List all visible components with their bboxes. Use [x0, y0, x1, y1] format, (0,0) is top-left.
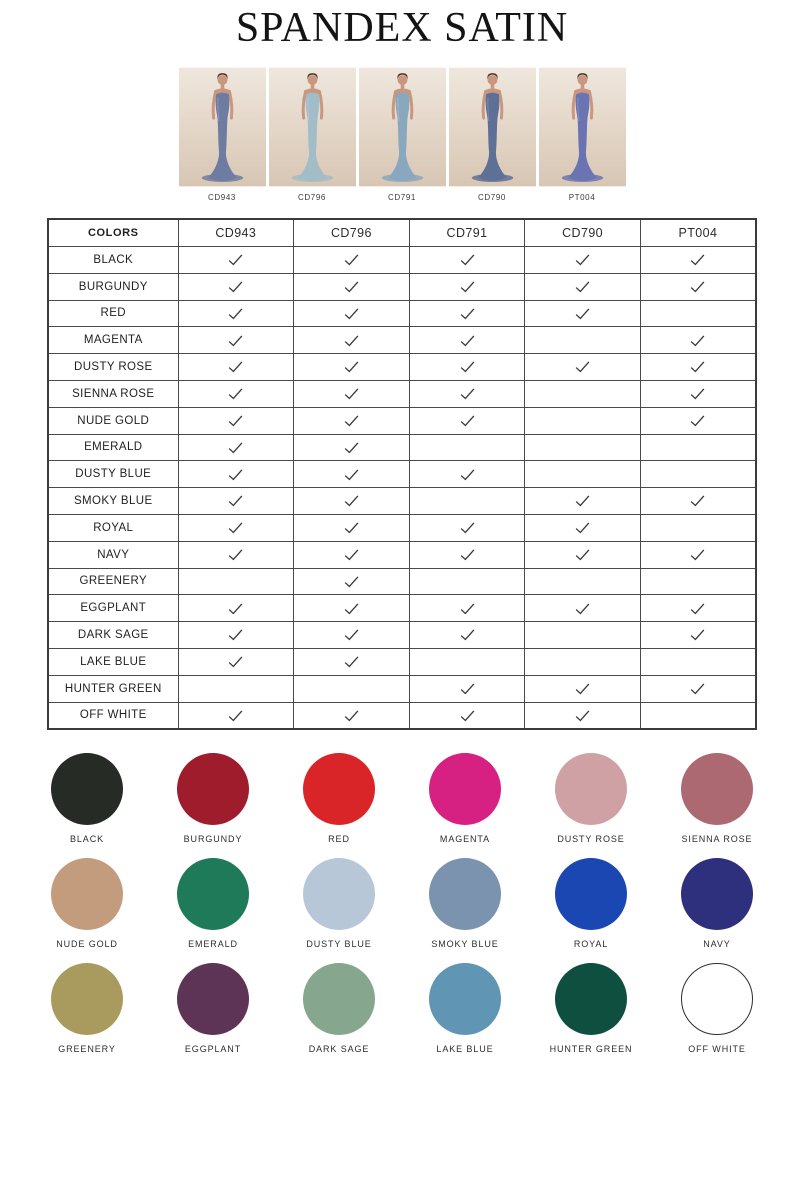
availability-cell-empty [294, 675, 410, 702]
color-name-cell: EMERALD [48, 434, 178, 461]
swatch-circle-dusty-rose [555, 753, 627, 825]
availability-cell-checked [409, 622, 525, 649]
availability-cell-empty [525, 461, 641, 488]
table-row-dark-sage [48, 622, 756, 649]
swatch-label: EMERALD [188, 939, 238, 950]
availability-cell-checked [640, 675, 756, 702]
availability-cell-empty [525, 568, 641, 595]
swatch-label: NAVY [703, 939, 731, 950]
check-icon [459, 519, 476, 536]
check-icon [459, 706, 476, 723]
availability-cell-checked [294, 622, 410, 649]
product-card-cd796 [269, 67, 356, 202]
check-icon [459, 251, 476, 268]
availability-cell-checked [640, 327, 756, 354]
check-icon [689, 546, 706, 563]
swatch-cell-dusty-rose [528, 753, 654, 850]
check-icon [689, 331, 706, 348]
product-strip [0, 67, 804, 202]
check-icon [574, 251, 591, 268]
swatch-circle-lake-blue [429, 963, 501, 1035]
swatch-cell-smoky-blue [402, 858, 528, 955]
table-header-row [48, 219, 756, 246]
availability-cell-empty [525, 622, 641, 649]
swatch-label: BURGUNDY [183, 834, 243, 845]
availability-cell-checked [178, 648, 294, 675]
check-icon [343, 706, 360, 723]
swatch-cell-red [276, 753, 402, 850]
swatch-circle-nude-gold [51, 858, 123, 930]
table-row-emerald [48, 434, 756, 461]
availability-cell-empty [640, 568, 756, 595]
availability-cell-checked [409, 541, 525, 568]
check-icon [459, 358, 476, 375]
availability-cell-checked [294, 541, 410, 568]
check-icon [574, 358, 591, 375]
swatch-cell-hunter-green [528, 963, 654, 1060]
swatch-circle-off-white [681, 963, 753, 1035]
table-row-off-white [48, 702, 756, 729]
color-name-cell: BURGUNDY [48, 273, 178, 300]
availability-cell-checked [409, 675, 525, 702]
color-name-cell: DUSTY BLUE [48, 461, 178, 488]
check-icon [689, 680, 706, 697]
availability-cell-checked [294, 595, 410, 622]
table-row-smoky-blue [48, 488, 756, 515]
check-icon [227, 251, 244, 268]
availability-cell-checked [640, 380, 756, 407]
check-icon [343, 492, 360, 509]
check-icon [227, 304, 244, 321]
availability-cell-empty [178, 568, 294, 595]
check-icon [227, 278, 244, 295]
check-icon [227, 465, 244, 482]
swatch-cell-magenta [402, 753, 528, 850]
color-name-cell: MAGENTA [48, 327, 178, 354]
availability-cell-empty [409, 568, 525, 595]
availability-cell-checked [294, 461, 410, 488]
product-code-label: CD790 [478, 193, 506, 203]
check-icon [227, 546, 244, 563]
availability-cell-checked [640, 246, 756, 273]
color-name-cell: NAVY [48, 541, 178, 568]
swatch-label: GREENERY [58, 1044, 116, 1055]
swatch-cell-lake-blue [402, 963, 528, 1060]
availability-cell-empty [409, 488, 525, 515]
dress-photo-pt004 [539, 67, 626, 187]
check-icon [343, 626, 360, 643]
availability-cell-checked [409, 273, 525, 300]
swatch-grid [24, 753, 780, 1060]
swatch-label: MAGENTA [439, 834, 491, 845]
availability-cell-checked [178, 354, 294, 381]
availability-cell-checked [294, 434, 410, 461]
swatch-circle-emerald [177, 858, 249, 930]
check-icon [343, 438, 360, 455]
check-icon [689, 492, 706, 509]
table-row-dusty-blue [48, 461, 756, 488]
availability-cell-checked [294, 514, 410, 541]
availability-cell-checked [640, 622, 756, 649]
availability-cell-empty [640, 300, 756, 327]
table-row-hunter-green [48, 675, 756, 702]
check-icon [343, 519, 360, 536]
availability-cell-checked [178, 622, 294, 649]
swatch-cell-black [24, 753, 150, 850]
swatch-circle-hunter-green [555, 963, 627, 1035]
availability-cell-checked [178, 595, 294, 622]
table-row-navy [48, 541, 756, 568]
swatch-circle-magenta [429, 753, 501, 825]
color-name-cell: EGGPLANT [48, 595, 178, 622]
availability-cell-checked [409, 300, 525, 327]
check-icon [689, 626, 706, 643]
availability-cell-checked [409, 354, 525, 381]
color-name-cell: HUNTER GREEN [48, 675, 178, 702]
swatch-cell-emerald [150, 858, 276, 955]
table-row-greenery [48, 568, 756, 595]
check-icon [227, 358, 244, 375]
availability-cell-checked [294, 300, 410, 327]
check-icon [459, 680, 476, 697]
availability-cell-checked [525, 702, 641, 729]
availability-cell-checked [525, 675, 641, 702]
availability-cell-checked [294, 273, 410, 300]
availability-cell-checked [409, 327, 525, 354]
availability-cell-checked [640, 541, 756, 568]
check-icon [459, 385, 476, 402]
table-row-red [48, 300, 756, 327]
check-icon [227, 626, 244, 643]
availability-cell-checked [409, 380, 525, 407]
check-icon [343, 358, 360, 375]
check-icon [343, 278, 360, 295]
availability-cell-empty [409, 648, 525, 675]
availability-cell-checked [178, 702, 294, 729]
dress-photo-cd796 [269, 67, 356, 187]
availability-cell-checked [409, 595, 525, 622]
check-icon [343, 385, 360, 402]
availability-cell-checked [409, 514, 525, 541]
table-row-black [48, 246, 756, 273]
swatch-label: RED [328, 834, 350, 845]
colors-column-header: COLORS [48, 219, 178, 246]
swatch-cell-navy [654, 858, 780, 955]
check-icon [343, 304, 360, 321]
color-name-cell: LAKE BLUE [48, 648, 178, 675]
check-icon [227, 412, 244, 429]
dress-photo-cd943 [179, 67, 266, 187]
product-card-pt004 [539, 67, 626, 202]
dress-photo-cd791 [359, 67, 446, 187]
product-card-cd791 [359, 67, 446, 202]
swatch-cell-off-white [654, 963, 780, 1060]
swatch-label: LAKE BLUE [436, 1044, 494, 1055]
check-icon [459, 278, 476, 295]
swatch-label: DARK SAGE [308, 1044, 370, 1055]
swatch-circle-burgundy [177, 753, 249, 825]
availability-cell-checked [178, 461, 294, 488]
availability-cell-checked [409, 246, 525, 273]
table-row-sienna-rose [48, 380, 756, 407]
check-icon [459, 599, 476, 616]
swatch-circle-greenery [51, 963, 123, 1035]
availability-cell-checked [640, 407, 756, 434]
color-name-cell: RED [48, 300, 178, 327]
color-name-cell: ROYAL [48, 514, 178, 541]
color-name-cell: OFF WHITE [48, 702, 178, 729]
swatch-cell-eggplant [150, 963, 276, 1060]
availability-cell-checked [178, 541, 294, 568]
availability-cell-checked [178, 273, 294, 300]
check-icon [689, 251, 706, 268]
check-icon [459, 626, 476, 643]
availability-cell-checked [178, 434, 294, 461]
check-icon [343, 465, 360, 482]
swatch-cell-greenery [24, 963, 150, 1060]
color-name-cell: NUDE GOLD [48, 407, 178, 434]
availability-cell-checked [178, 407, 294, 434]
availability-cell-checked [525, 541, 641, 568]
availability-table [47, 218, 757, 730]
availability-cell-empty [640, 702, 756, 729]
availability-cell-empty [640, 434, 756, 461]
swatch-circle-smoky-blue [429, 858, 501, 930]
swatch-circle-eggplant [177, 963, 249, 1035]
availability-cell-checked [409, 702, 525, 729]
availability-cell-empty [525, 407, 641, 434]
check-icon [689, 385, 706, 402]
product-code-label: CD943 [208, 193, 236, 203]
availability-cell-checked [525, 300, 641, 327]
availability-cell-checked [294, 702, 410, 729]
check-icon [343, 331, 360, 348]
check-icon [574, 492, 591, 509]
availability-cell-checked [640, 595, 756, 622]
check-icon [227, 331, 244, 348]
check-icon [343, 546, 360, 563]
swatch-circle-dark-sage [303, 963, 375, 1035]
check-icon [343, 653, 360, 670]
color-name-cell: DUSTY ROSE [48, 354, 178, 381]
product-column-header: PT004 [640, 219, 756, 246]
check-icon [227, 438, 244, 455]
availability-cell-empty [640, 648, 756, 675]
availability-cell-checked [525, 514, 641, 541]
availability-cell-checked [294, 354, 410, 381]
availability-cell-empty [640, 461, 756, 488]
availability-cell-checked [640, 354, 756, 381]
availability-cell-checked [294, 380, 410, 407]
swatch-circle-navy [681, 858, 753, 930]
availability-cell-checked [178, 300, 294, 327]
swatch-cell-nude-gold [24, 858, 150, 955]
swatch-circle-sienna-rose [681, 753, 753, 825]
product-card-cd790 [449, 67, 536, 202]
availability-cell-checked [178, 380, 294, 407]
color-name-cell: DARK SAGE [48, 622, 178, 649]
availability-cell-checked [525, 595, 641, 622]
check-icon [459, 465, 476, 482]
availability-cell-checked [409, 461, 525, 488]
availability-cell-empty [525, 434, 641, 461]
table-row-eggplant [48, 595, 756, 622]
product-column-header: CD790 [525, 219, 641, 246]
product-column-header: CD943 [178, 219, 294, 246]
color-name-cell: GREENERY [48, 568, 178, 595]
availability-cell-empty [525, 648, 641, 675]
availability-cell-checked [178, 514, 294, 541]
product-column-header: CD791 [409, 219, 525, 246]
table-row-royal [48, 514, 756, 541]
check-icon [343, 599, 360, 616]
table-row-magenta [48, 327, 756, 354]
product-code-label: CD796 [298, 193, 326, 203]
table-row-nude-gold [48, 407, 756, 434]
availability-cell-checked [525, 246, 641, 273]
table-row-dusty-rose [48, 354, 756, 381]
check-icon [574, 546, 591, 563]
availability-cell-checked [178, 488, 294, 515]
check-icon [459, 331, 476, 348]
check-icon [689, 599, 706, 616]
availability-cell-checked [409, 407, 525, 434]
check-icon [574, 278, 591, 295]
check-icon [343, 572, 360, 589]
swatch-label: HUNTER GREEN [549, 1044, 633, 1055]
check-icon [574, 304, 591, 321]
check-icon [227, 385, 244, 402]
availability-cell-checked [294, 568, 410, 595]
availability-cell-checked [640, 488, 756, 515]
check-icon [343, 412, 360, 429]
swatch-label: SIENNA ROSE [681, 834, 753, 845]
check-icon [689, 358, 706, 375]
check-icon [689, 278, 706, 295]
swatch-circle-red [303, 753, 375, 825]
swatch-label: EGGPLANT [184, 1044, 242, 1055]
availability-cell-checked [294, 327, 410, 354]
check-icon [459, 546, 476, 563]
availability-cell-checked [294, 648, 410, 675]
page-title: SPANDEX SATIN [235, 5, 569, 51]
check-icon [459, 412, 476, 429]
availability-cell-empty [525, 380, 641, 407]
swatch-circle-dusty-blue [303, 858, 375, 930]
swatch-label: DUSTY ROSE [557, 834, 625, 845]
swatch-cell-dark-sage [276, 963, 402, 1060]
check-icon [227, 492, 244, 509]
availability-cell-checked [294, 246, 410, 273]
swatch-label: ROYAL [573, 939, 609, 950]
swatch-label: SMOKY BLUE [431, 939, 499, 950]
availability-cell-checked [525, 273, 641, 300]
swatch-circle-black [51, 753, 123, 825]
product-card-cd943 [179, 67, 266, 202]
product-code-label: PT004 [568, 193, 596, 203]
availability-cell-checked [294, 488, 410, 515]
dress-photo-cd790 [449, 67, 536, 187]
color-name-cell: SMOKY BLUE [48, 488, 178, 515]
swatch-label: NUDE GOLD [56, 939, 118, 950]
check-icon [227, 706, 244, 723]
availability-cell-empty [640, 514, 756, 541]
product-code-label: CD791 [388, 193, 416, 203]
swatch-cell-royal [528, 858, 654, 955]
availability-cell-checked [525, 488, 641, 515]
availability-cell-checked [178, 246, 294, 273]
availability-cell-checked [640, 273, 756, 300]
swatch-circle-royal [555, 858, 627, 930]
check-icon [459, 304, 476, 321]
table-row-burgundy [48, 273, 756, 300]
availability-cell-empty [178, 675, 294, 702]
availability-cell-checked [525, 354, 641, 381]
availability-cell-empty [525, 327, 641, 354]
check-icon [227, 653, 244, 670]
check-icon [574, 519, 591, 536]
check-icon [227, 599, 244, 616]
color-name-cell: SIENNA ROSE [48, 380, 178, 407]
check-icon [689, 412, 706, 429]
availability-cell-checked [294, 407, 410, 434]
swatch-label: DUSTY BLUE [306, 939, 372, 950]
swatch-cell-sienna-rose [654, 753, 780, 850]
check-icon [574, 706, 591, 723]
product-column-header: CD796 [294, 219, 410, 246]
check-icon [574, 680, 591, 697]
availability-cell-empty [409, 434, 525, 461]
color-name-cell: BLACK [48, 246, 178, 273]
check-icon [227, 519, 244, 536]
check-icon [343, 251, 360, 268]
swatch-label: BLACK [69, 834, 104, 845]
swatch-cell-burgundy [150, 753, 276, 850]
availability-cell-checked [178, 327, 294, 354]
swatch-label: OFF WHITE [688, 1044, 746, 1055]
table-row-lake-blue [48, 648, 756, 675]
swatch-cell-dusty-blue [276, 858, 402, 955]
check-icon [574, 599, 591, 616]
